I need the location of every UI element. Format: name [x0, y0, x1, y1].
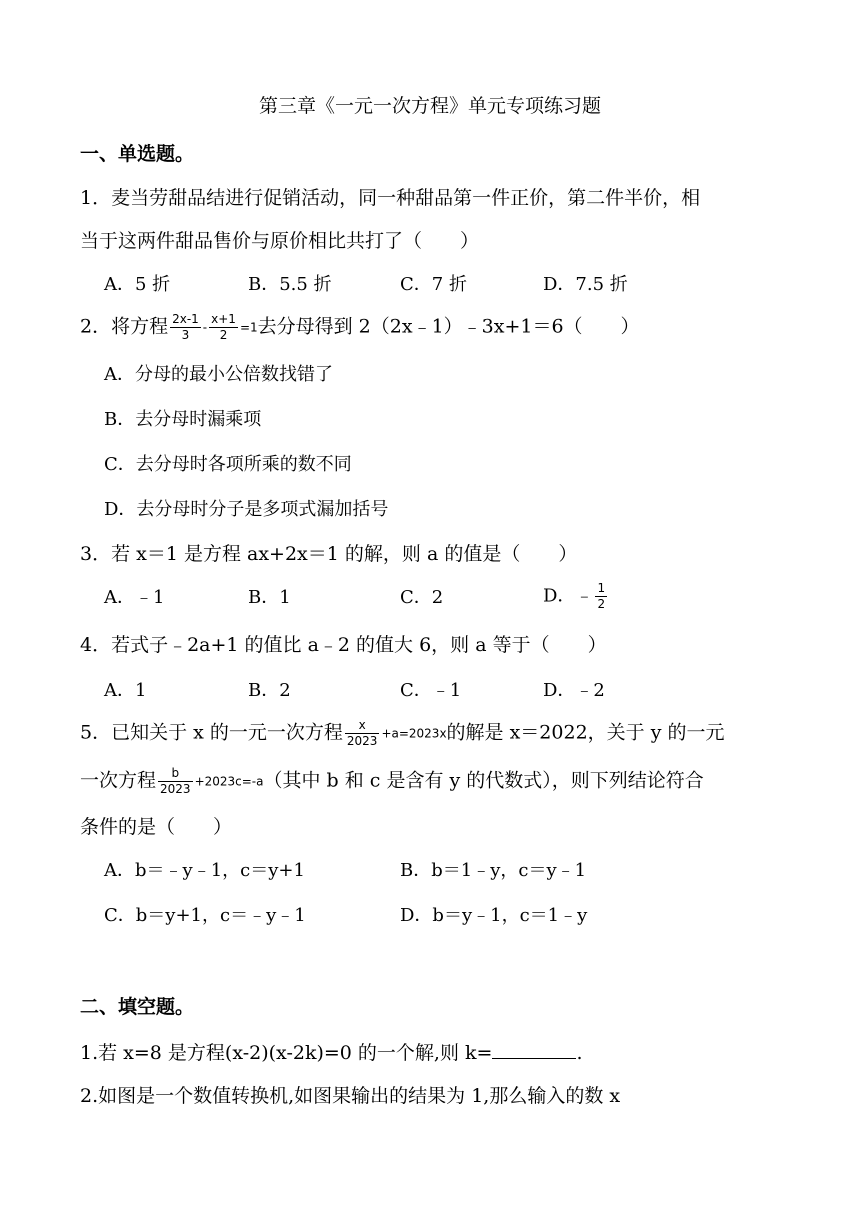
fraction-denominator: 2023 — [160, 782, 191, 796]
question-3-option-c: C．2 — [400, 587, 444, 608]
question-1-option-d: D．7.5 折 — [543, 274, 628, 295]
fraction — [209, 312, 238, 343]
question-5-prefix: 5．已知关于 x 的一元一次方程 — [80, 721, 343, 744]
fill-question-2: 2.如图是一个数值转换机,如图果输出的结果为 1,那么输入的数 x — [80, 1085, 621, 1107]
fraction-denominator: 2 — [597, 597, 606, 611]
question-2-option-d: D．去分母时分子是多项式漏加括号 — [104, 499, 389, 520]
section-heading-fill-in: 二、填空题。 — [80, 996, 195, 1018]
equation-part: +2023c=-a — [194, 774, 264, 789]
page-title: 第三章《一元一次方程》单元专项练习题 — [258, 95, 601, 117]
question-2-option-b: B．去分母时漏乘项 — [104, 409, 262, 430]
question-5-option-d: D．b＝y﹣1，c＝1﹣y — [400, 905, 588, 926]
equation-part: +a=2023x — [381, 726, 447, 741]
fraction-numerator: 1 — [597, 581, 606, 595]
question-2-prefix: 2．将方程 — [80, 315, 169, 338]
fill-question-1-text: 1.若 x=8 是方程(x-2)(x-2k)=0 的一个解,则 k= — [80, 1042, 493, 1064]
question-1-option-b: B．5.5 折 — [248, 274, 332, 295]
question-5-option-a: A．b＝﹣y﹣1，c＝y+1 — [104, 860, 305, 881]
question-5-option-b: B．b＝1﹣y，c＝y﹣1 — [400, 860, 587, 881]
fraction — [170, 312, 201, 343]
question-3-option-a: A．﹣1 — [104, 587, 165, 608]
section-heading-single-choice: 一、单选题。 — [80, 143, 195, 165]
fill-question-1 — [80, 1042, 582, 1063]
question-2-suffix: 去分母得到 2（2x﹣1）﹣3x+1＝6（ ） — [257, 315, 640, 338]
question-1-line-1: 1．麦当劳甜品结进行促销活动，同一种甜品第一件正价，第二件半价，相 — [80, 187, 701, 209]
question-4-stem: 4．若式子﹣2a+1 的值比 a﹣2 的值大 6，则 a 等于（ ） — [80, 634, 607, 656]
equals-one: =1 — [239, 320, 258, 335]
option-d-prefix: D．﹣ — [543, 585, 594, 607]
fraction — [345, 718, 380, 749]
fill-question-1-end: . — [576, 1042, 583, 1064]
question-1-option-a: A．5 折 — [104, 274, 171, 295]
answer-blank[interactable] — [492, 1042, 576, 1059]
question-2-option-c: C．去分母时各项所乘的数不同 — [104, 454, 352, 475]
question-4-option-c: C．﹣1 — [400, 680, 462, 701]
fraction — [595, 581, 607, 612]
question-5-option-c: C．b＝y+1，c＝﹣y﹣1 — [104, 905, 306, 926]
question-5-line-2 — [80, 766, 704, 797]
question-2-stem — [80, 312, 640, 343]
question-5-line-3: 条件的是（ ） — [80, 816, 233, 838]
question-1-line-2: 当于这两件甜品售价与原价相比共打了（ ） — [80, 230, 480, 252]
fraction-denominator: 2 — [219, 328, 228, 342]
question-5-line-2-prefix: 一次方程 — [80, 769, 157, 792]
question-4-option-b: B．2 — [248, 680, 291, 701]
question-1-option-c: C．7 折 — [400, 274, 467, 295]
minus-sign: - — [202, 320, 208, 335]
fraction-numerator: x+1 — [211, 312, 236, 326]
fraction — [158, 766, 193, 797]
question-2-option-a: A．分母的最小公倍数找错了 — [104, 364, 333, 385]
question-5-suffix-2: （其中 b 和 c 是含有 y 的代数式），则下列结论符合 — [263, 769, 704, 792]
question-3-option-b: B．1 — [248, 587, 291, 608]
question-5-line-1 — [80, 718, 724, 749]
question-3-stem: 3．若 x＝1 是方程 ax+2x＝1 的解，则 a 的值是（ ） — [80, 543, 578, 565]
question-4-option-d: D．﹣2 — [543, 680, 605, 701]
question-3-option-d — [543, 581, 609, 612]
question-4-option-a: A．1 — [104, 680, 147, 701]
fraction-numerator: x — [345, 718, 380, 734]
fraction-numerator: 2x-1 — [172, 312, 199, 326]
fraction-numerator: b — [158, 766, 193, 782]
fraction-denominator: 3 — [181, 328, 190, 342]
fraction-denominator: 2023 — [346, 734, 378, 748]
question-5-suffix-1: 的解是 x＝2022，关于 y 的一元 — [446, 721, 725, 744]
